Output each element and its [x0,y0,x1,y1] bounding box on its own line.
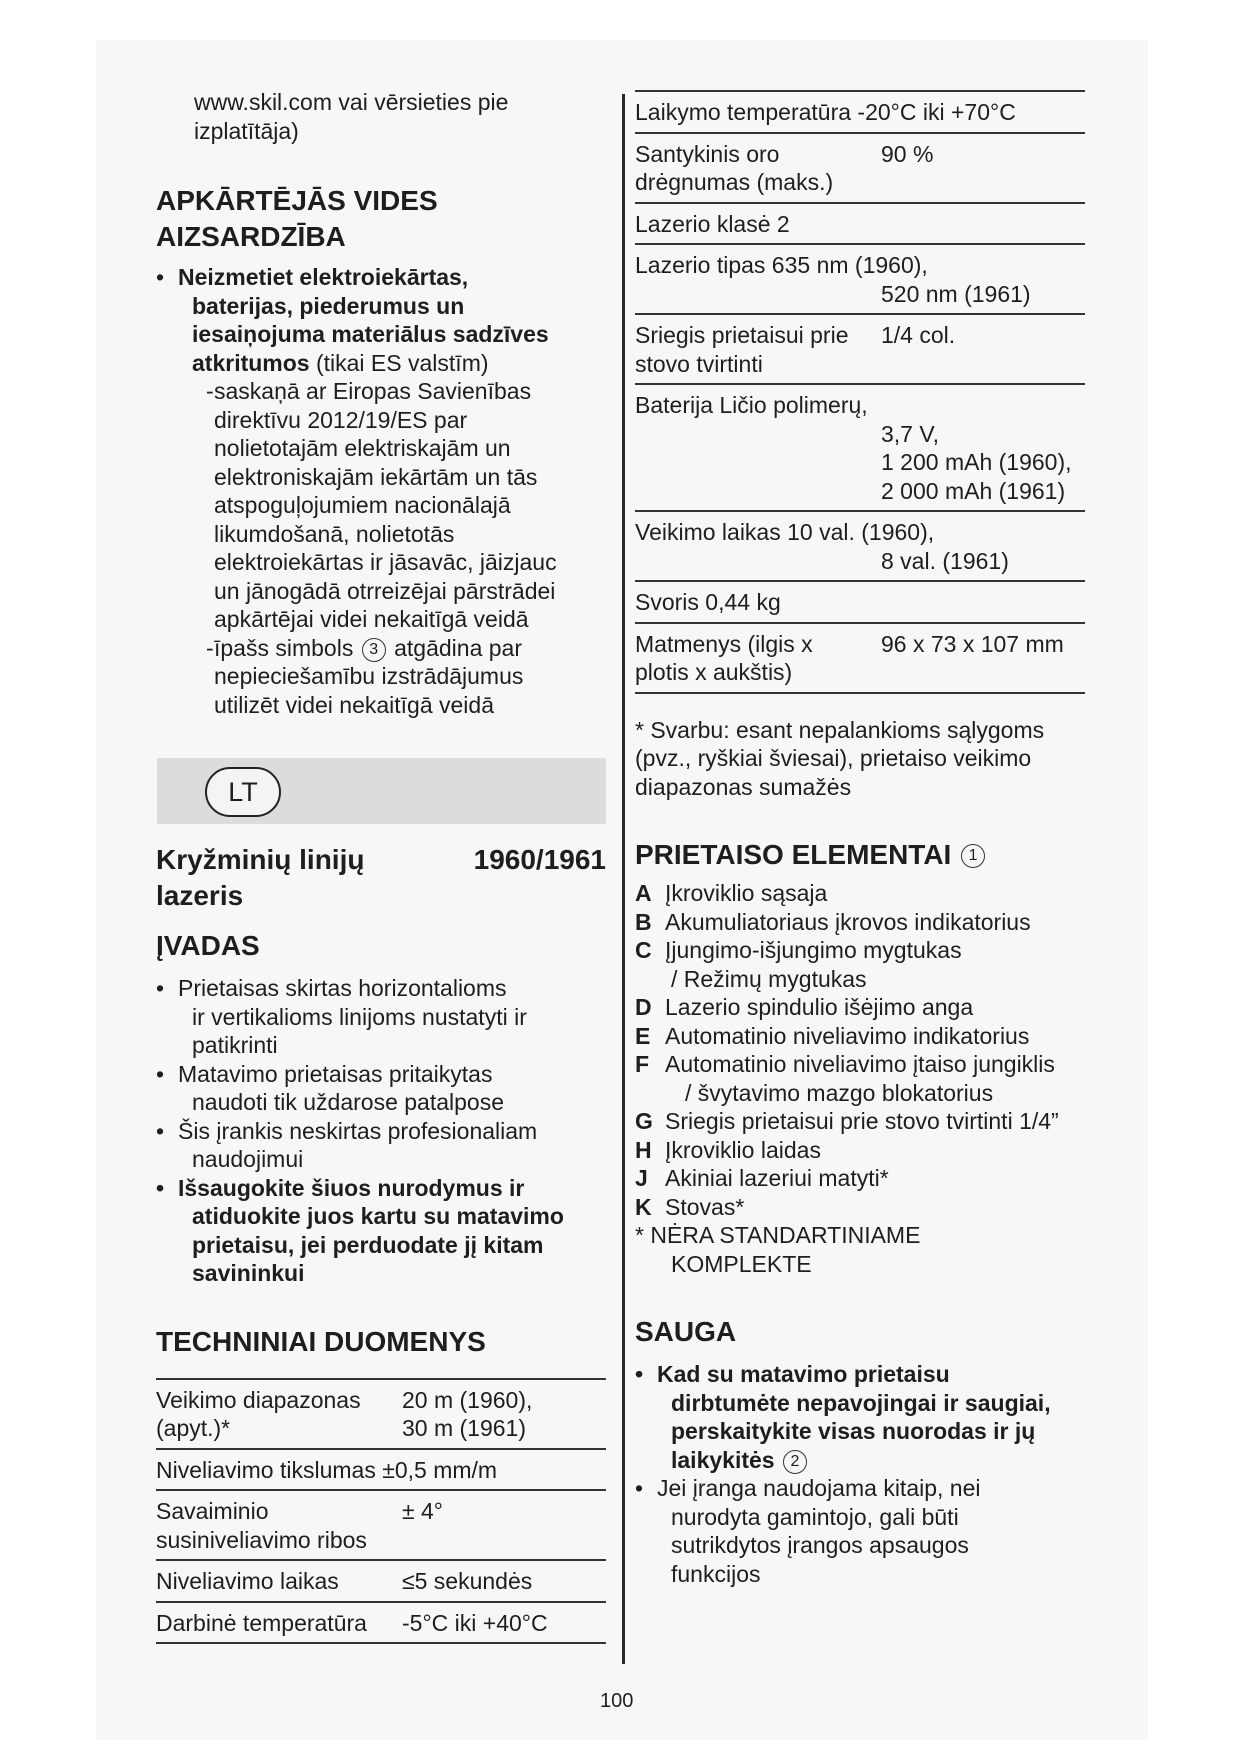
column-divider [622,94,625,1664]
text-line: • Prietaisas skirtas horizontalioms [178,975,507,1001]
component-text: Automatinio niveliavimo indikatorius [665,1022,1030,1049]
spec-label [635,133,881,203]
spec-label [156,1602,402,1644]
component-text: Įkroviklio sąsaja [665,880,828,906]
label-line: Baterija Ličio polimerų, [635,392,868,418]
component-text: Įjungimo-išjungimo mygtukas [665,937,962,963]
figure-ref-1: 1 [961,844,985,868]
safety-bullet [635,1474,1085,1588]
text-line: diapazonas sumažės [635,773,852,800]
footnote-line: * NĖRA STANDARTINIAME [635,1222,921,1248]
text-line: naudoti tik uždarose patalpose [192,1089,504,1115]
table-row [156,1449,606,1491]
right-column [635,90,1085,1588]
intro-continuation [156,88,606,145]
value-line: 2 000 mAh (1961) [881,477,1066,504]
heading-line: APKĀRTĒJĀS VIDES [156,185,438,216]
components-list [635,879,1085,1278]
value-line: 520 nm (1961) [881,280,1031,307]
value-line: 30 m (1961) [402,1415,527,1441]
bold-line: dirbtumėte nepavojingai ir saugiai, [671,1389,1051,1416]
spec-value [402,1379,606,1449]
value-line: ± 4° [402,1498,444,1524]
figure-ref-2: 2 [783,1450,807,1474]
list-item [635,1050,1085,1107]
list-item [635,1107,1085,1136]
label-line: drėgnumas (maks.) [635,169,834,195]
table-row [635,314,1085,384]
table-row [156,1379,606,1449]
bold-text: atkritumos [192,349,310,376]
label-line: plotis x aukštis) [635,659,793,685]
table-row [635,133,1085,203]
value-line: 90 % [881,140,934,167]
mixed-line [178,349,606,378]
dash: - [206,378,214,404]
component-text: Stovas* [665,1193,745,1220]
list-item [635,1022,1085,1051]
table-row [635,581,1085,623]
label-line: Santykinis oro [635,140,780,167]
language-badge: LT [205,767,281,817]
safety-title: SAUGA [635,1316,737,1347]
text-line: likumdošanā, nolietotās [214,520,455,547]
component-text: / Režimų mygtukas [671,965,867,992]
env-bullet [156,263,606,377]
value-line: 96 x 73 x 107 mm [881,630,1064,657]
left-column [156,88,606,719]
text-line: funkcijos [671,1560,761,1587]
text-line: izplatītāja) [194,117,299,144]
text-line: • Matavimo prietaisas pritaikytas [178,1060,493,1087]
component-key: K [635,1193,652,1220]
env-title [156,183,606,255]
product-model: 1960/1961 [473,844,606,875]
env-sub-2 [156,634,606,720]
tech-table-right [635,90,1085,694]
component-key: C [635,937,652,963]
component-key: H [635,1136,652,1163]
text: atgādina par [394,634,522,661]
text-line: saskaņā ar Eiropas Savienības [214,378,532,404]
text-line: nolietotajām elektriskajām un [214,435,511,461]
dash: - [206,634,214,661]
mixed-line [657,1446,1085,1475]
value-line: 20 m (1960), [402,1386,533,1413]
page-number: 100 [600,1690,634,1712]
footnote-line: KOMPLEKTE [671,1250,812,1277]
label-line: Matmenys (ilgis x [635,630,813,657]
list-item [635,908,1085,937]
spec-value [402,1602,606,1644]
label-line: Niveliavimo laikas [156,1568,339,1594]
text-line: nurodyta gamintojo, gali būti [671,1503,959,1530]
value-line: ≤5 sekundės [402,1568,533,1594]
product-title-line: lazeris [156,880,244,911]
elements-title [635,837,1085,873]
text-line: www.skil.com vai vērsieties pie [194,89,509,115]
table-row [635,244,1085,314]
component-text: Akiniai lazeriui matyti* [665,1165,889,1191]
table-row [635,91,1085,133]
text-line: naudojimui [192,1146,304,1172]
tech-title: TECHNINIAI DUOMENYS [156,1325,486,1357]
spec-combined [635,511,1085,581]
product-title-line: Kryžminių linijų [156,844,365,875]
text-line: elektroiekārtas ir jāsavāc, jāizjauc [214,549,557,575]
label-line: Savaiminio [156,1498,269,1524]
text: (tikai ES valstīm) [309,349,489,376]
range-note [635,716,1085,802]
component-key: B [635,908,652,935]
language-band [157,758,606,824]
table-row [156,1560,606,1602]
bold-line: iesaiņojuma materiālus sadzīves [192,321,549,347]
label-line: Niveliavimo tikslumas ±0,5 mm/m [156,1456,498,1483]
spec-label [635,581,1085,623]
list-item [156,1117,606,1174]
spec-label [635,203,1085,245]
left-column-lower [156,842,606,1644]
component-key: J [635,1165,648,1191]
spec-value [881,133,1085,203]
text: īpašs simbols [214,634,354,661]
spec-combined [635,244,1085,314]
component-text: Automatinio niveliavimo įtaiso jungiklis [665,1051,1055,1077]
spec-combined [635,384,1085,511]
text-line: sutrikdytos įrangos apsaugos [671,1532,969,1558]
bold-line: • Neizmetiet elektroiekārtas, [178,264,469,290]
component-text: / švytavimo mazgo blokatorius [685,1079,994,1106]
value-line: 1/4 col. [881,322,956,348]
component-key: A [635,880,652,906]
bold-line: savininkui [192,1260,305,1286]
label-line: Lazerio klasė 2 [635,210,790,237]
list-item [635,993,1085,1022]
label-line: Veikimo laikas 10 val. (1960), [635,519,935,545]
bold-line: • Kad su matavimo prietaisu [657,1361,950,1387]
figure-ref-3: 3 [362,638,386,662]
bold-line: • Išsaugokite šiuos nurodymus ir [178,1174,525,1201]
value-line: 3,7 V, [881,420,939,447]
component-text: Sriegis prietaisui prie stovo tvirtinti 1/4” [665,1108,1059,1134]
table-row [156,1602,606,1644]
spec-label [635,314,881,384]
mixed-line [214,634,606,663]
list-item [635,1193,1085,1222]
intro-title: ĮVADAS [156,930,260,961]
text-line: elektroniskajām iekārtām un tās [214,463,538,490]
table-row [635,623,1085,693]
env-sub-1 [156,377,606,634]
bold-line: prietaisu, jei perduodate jį kitam [192,1231,544,1258]
table-row [635,384,1085,511]
table-row [156,1490,606,1560]
text-line: (pvz., ryškiai šviesai), prietaiso veikimo [635,745,1032,771]
spec-label [156,1560,402,1602]
component-text: Akumuliatoriaus įkrovos indikatorius [665,908,1031,935]
spec-label [156,1490,402,1560]
spec-value [402,1490,606,1560]
label-line: Darbinė temperatūra [156,1609,367,1636]
list-item [635,1136,1085,1165]
spec-label [156,1449,606,1491]
product-title [156,842,606,914]
spec-value [881,623,1085,693]
list-item [156,974,606,1060]
spec-value [881,314,1085,384]
value-line: 8 val. (1961) [881,547,1009,574]
list-item [635,936,1085,993]
label-line: (apyt.)* [156,1415,231,1441]
component-key: D [635,994,652,1020]
intro-bullets [156,974,606,1288]
spec-label [635,91,1085,133]
label-line: Laikymo temperatūra -20°C iki +70°C [635,99,1016,125]
text-line: ir vertikalioms linijoms nustatyti ir [192,1003,527,1030]
value-line: 1 200 mAh (1960), [881,449,1072,475]
component-key: F [635,1051,650,1077]
text-line: un jānogādā otrreizējai pārstrādei [214,577,556,604]
spec-value [402,1560,606,1602]
table-row [635,203,1085,245]
text-line: • Jei įranga naudojama kitaip, nei [657,1475,981,1501]
bold-line: baterijas, piederumus un [192,292,465,319]
list-item [156,1060,606,1117]
text-line: patikrinti [192,1032,278,1058]
bold-line: perskaitykite visas nuorodas ir jų [671,1418,1036,1444]
list-item [635,879,1085,908]
safety-bullet-bold [635,1360,1085,1474]
table-row [635,511,1085,581]
list-item-bold [156,1174,606,1288]
label-line: susiniveliavimo ribos [156,1526,367,1553]
component-key: G [635,1108,653,1134]
spec-label [156,1379,402,1449]
spec-label [635,623,881,693]
tech-table-left [156,1378,606,1645]
text-line: • Šis įrankis neskirtas profesionaliam [178,1117,538,1144]
list-item [635,1164,1085,1193]
label-line: Sriegis prietaisui prie [635,322,849,348]
label-line: Lazerio tipas 635 nm (1960), [635,252,928,278]
text-line: * Svarbu: esant nepalankioms sąlygoms [635,716,1045,743]
component-text: Įkroviklio laidas [665,1136,821,1163]
text-line: nepieciešamību izstrādājumus [214,663,524,689]
component-key: E [635,1022,651,1049]
text-line: direktīvu 2012/19/ES par [214,406,468,433]
bold-text: laikykitės [671,1446,775,1473]
label-line: Veikimo diapazonas [156,1386,361,1413]
label-line: Svoris 0,44 kg [635,589,781,615]
heading-line: AIZSARDZĪBA [156,221,346,252]
value-line: -5°C iki +40°C [402,1609,548,1636]
component-text: Lazerio spindulio išėjimo anga [665,994,974,1020]
text-line: apkārtējai videi nekaitīgā veidā [214,606,529,632]
bold-line: atiduokite juos kartu su matavimo [192,1203,564,1229]
heading-text: PRIETAISO ELEMENTAI [635,839,952,870]
text-line: atspoguļojumiem nacionālajā [214,492,511,518]
text-line: utilizēt videi nekaitīgā veidā [214,691,494,718]
label-line: stovo tvirtinti [635,350,763,377]
